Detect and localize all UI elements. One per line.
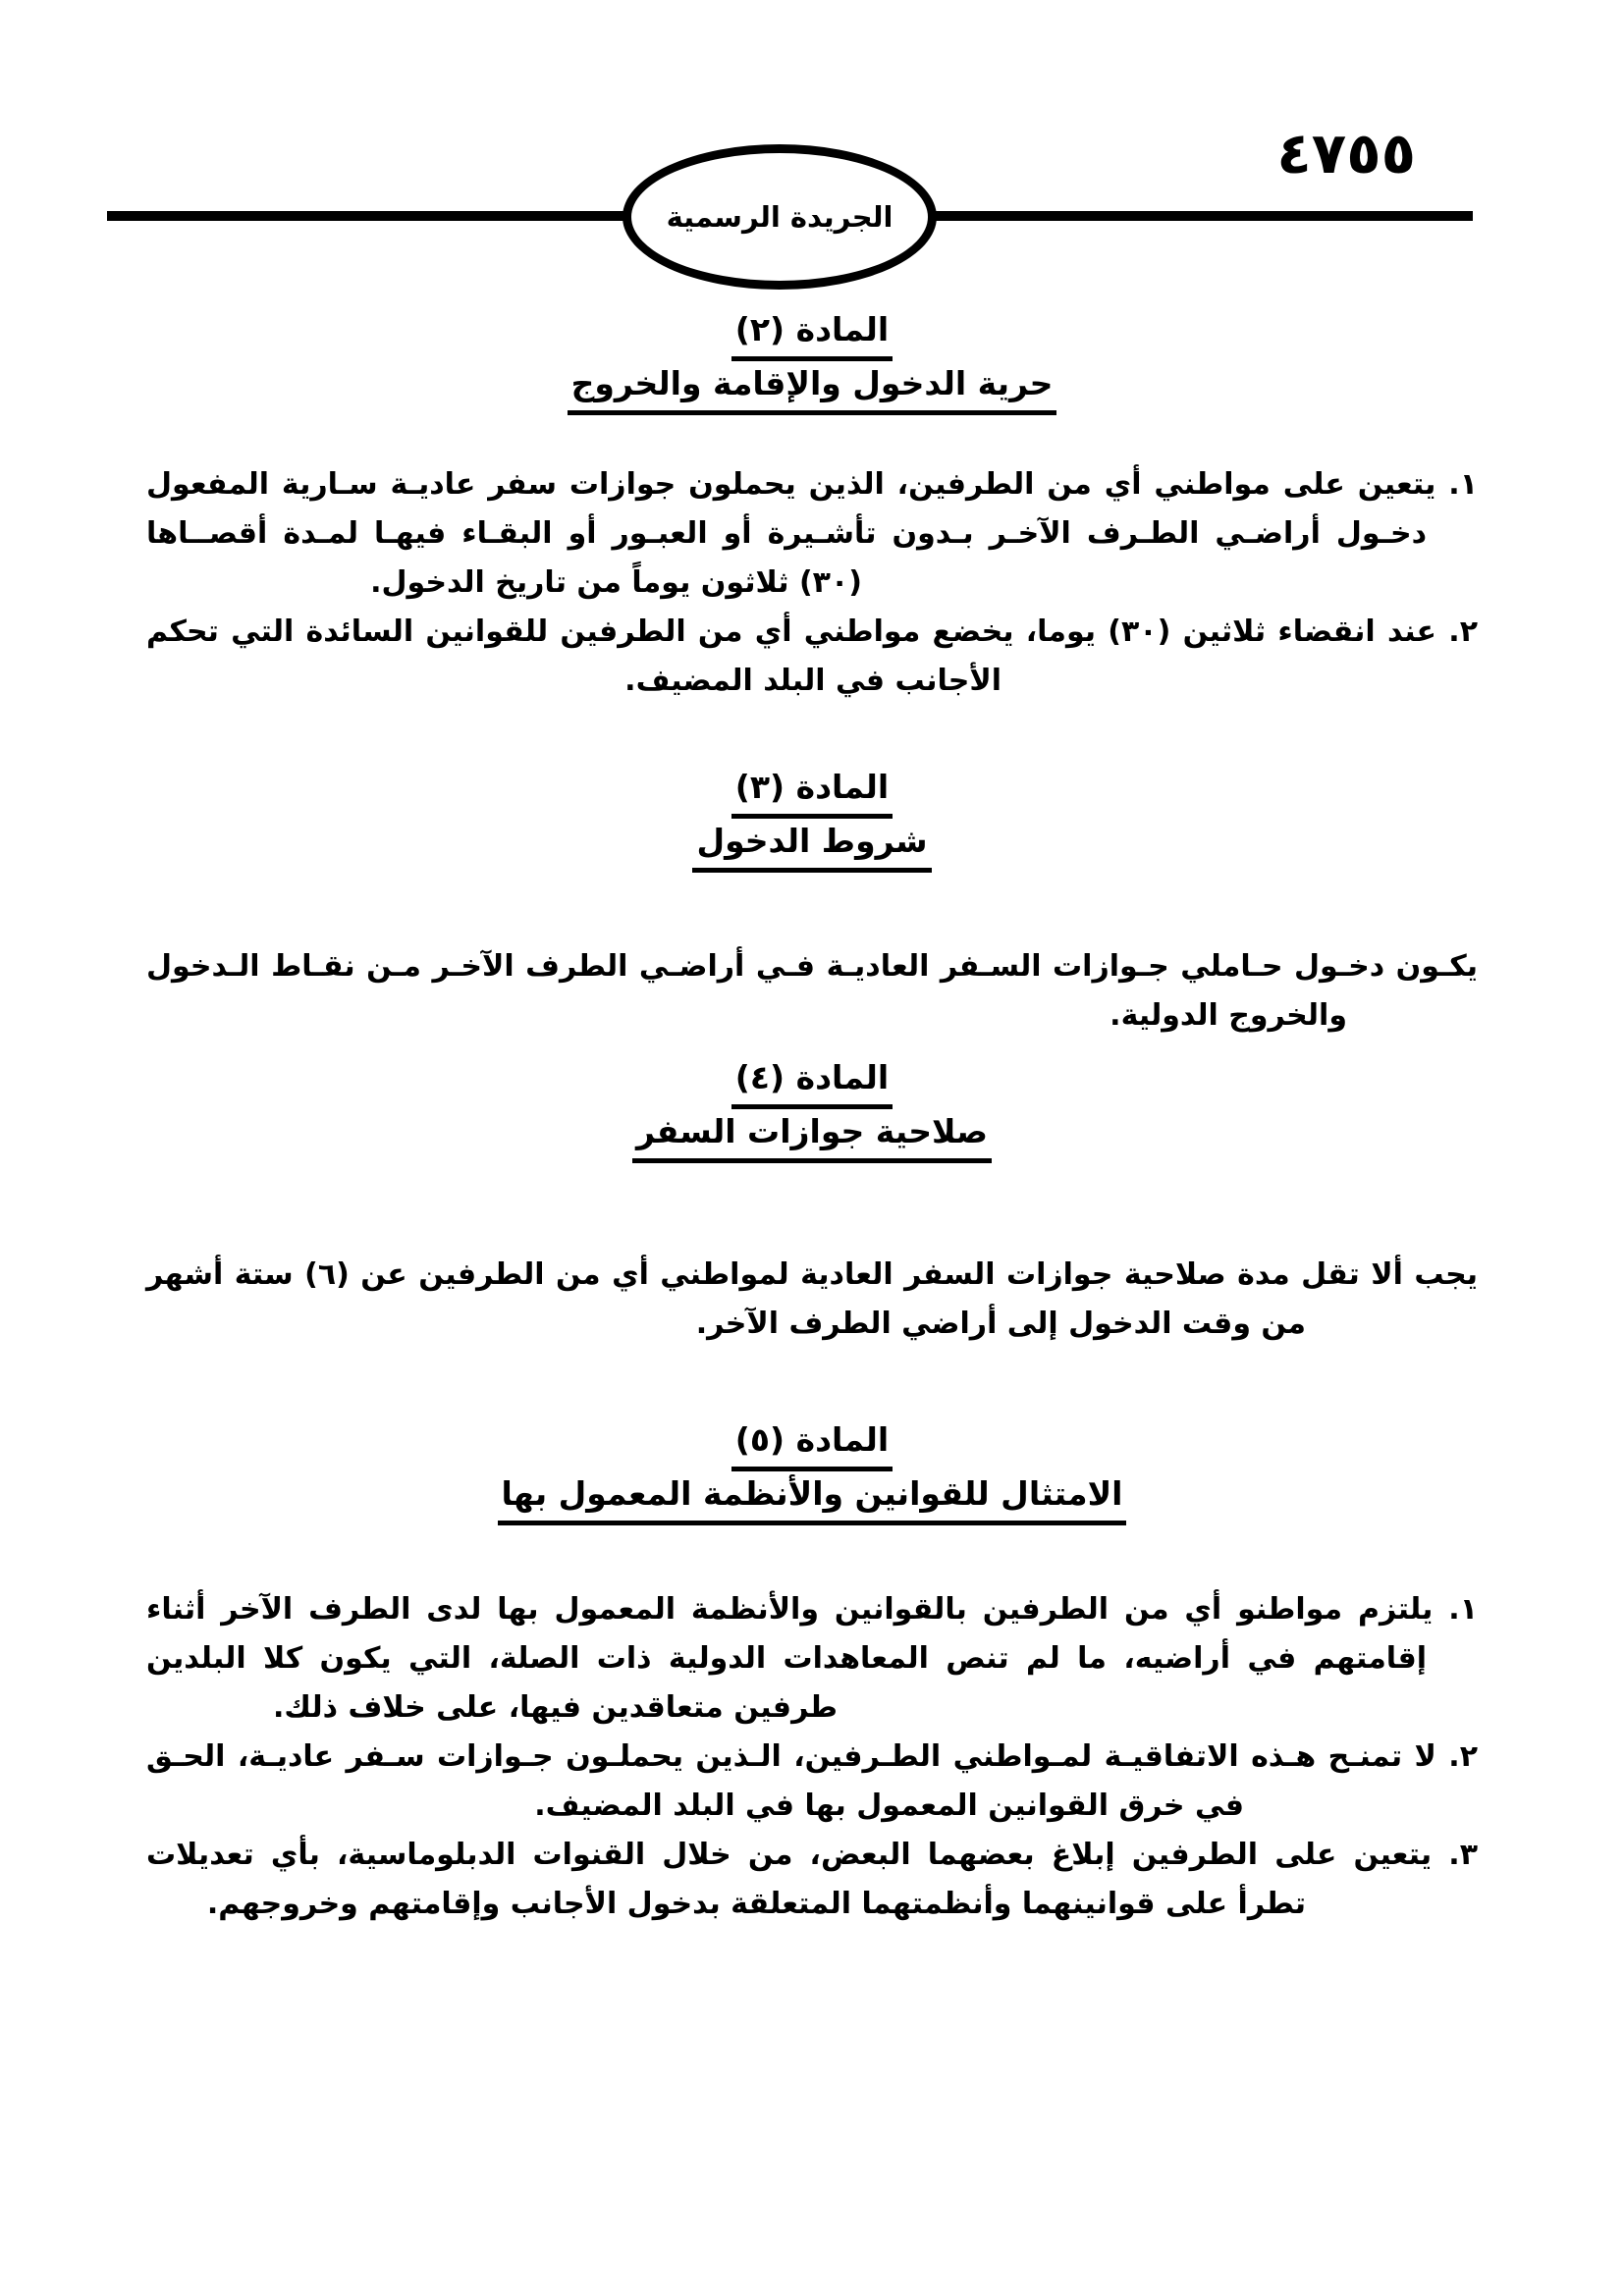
text-line: يتعين على مواطني أي من الطرفين، الذين يحملون جوازات سفر عاديـة سـارية المفعول	[146, 467, 1436, 502]
article-5-title-text: المادة (٥)	[731, 1417, 893, 1471]
article-4-title	[146, 1055, 1478, 1109]
article-5-title	[146, 1417, 1478, 1471]
list-item-line	[146, 1733, 1478, 1782]
text-line: إقامتهم في أراضيه، ما لم تنص المعاهدات الدولية ذات الصلة، التي يكون كلا البلدين	[146, 1641, 1427, 1676]
list-item-number: ٣.	[1448, 1838, 1478, 1872]
text-line: يجب ألا تقل مدة صلاحية جوازات السفر العادية لمواطني أي من الطرفين عن (٦) ستة أشهر	[146, 1257, 1478, 1292]
text-line: يتعين على الطرفين إبلاغ بعضهما البعض، من خلال القنوات الدبلوماسية، بأي تعديلات	[146, 1838, 1433, 1872]
article-4-subtitle	[146, 1109, 1478, 1163]
text-line: لا تمنـح هـذه الاتفاقيـة لمـواطني الطـرفين، الـذين يحملـون جـوازات سـفر عاديـة، الحـق	[146, 1739, 1436, 1774]
text-line: يلتزم مواطنو أي من الطرفين بالقوانين والأنظمة المعمول بها لدى الطرف الآخر أثناء	[146, 1592, 1434, 1627]
article-5-subtitle	[146, 1471, 1478, 1525]
list-item-line	[146, 1831, 1478, 1880]
page-number: ٤٧٥٥	[1276, 120, 1416, 187]
article-5-subtitle-text: الامتثال للقوانين والأنظمة المعمول بها	[498, 1471, 1127, 1525]
article-5-section	[146, 1417, 1478, 1929]
article-2-subtitle	[146, 361, 1478, 415]
list-item-number: ١.	[1448, 467, 1478, 502]
article-2-body	[146, 460, 1478, 706]
text-line: يكـون دخـول حـاملي جـوازات السـفر العاديـة فـي أراضـي الطرف الآخـر مـن نقـاط الـدخول	[146, 949, 1478, 984]
article-3-title	[146, 765, 1478, 819]
document-content	[146, 307, 1478, 1929]
gazette-badge-label: الجريدة الرسمية	[666, 200, 893, 234]
article-3-title-text: المادة (٣)	[731, 765, 893, 819]
text-line: تطرأ على قوانينهما وأنظمتهما المتعلقة بدخول الأجانب وإقامتهم وخروجهم.	[206, 1887, 1306, 1921]
article-3-subtitle-text: شروط الدخول	[692, 819, 931, 873]
article-3-body	[146, 942, 1478, 1041]
list-item-number: ٢.	[1448, 1739, 1478, 1774]
list-item-line	[146, 608, 1478, 657]
article-4-title-text: المادة (٤)	[731, 1055, 893, 1109]
text-line: من وقت الدخول إلى أراضي الطرف الآخر.	[695, 1307, 1306, 1341]
text-line: والخروج الدولية.	[1110, 998, 1347, 1033]
list-item-line	[146, 460, 1478, 509]
article-4-body	[146, 1251, 1478, 1349]
text-line: الأجانب في البلد المضيف.	[624, 664, 1001, 698]
article-3-section	[146, 765, 1478, 1041]
text-line: (٣٠) ثلاثون يوماً من تاريخ الدخول.	[370, 565, 862, 600]
article-2-subtitle-text: حرية الدخول والإقامة والخروج	[568, 361, 1057, 415]
list-item-line	[146, 1585, 1478, 1634]
article-4-section	[146, 1055, 1478, 1349]
text-line: دخـول أراضـي الطـرف الآخـر بـدون تأشـيرة أو العبـور أو البقـاء فيهـا لمـدة أقصــاها	[146, 516, 1427, 551]
text-line: طرفين متعاقدين فيها، على خلاف ذلك.	[273, 1690, 838, 1725]
text-line: في خرق القوانين المعمول بها في البلد المضيف.	[534, 1789, 1244, 1823]
list-item-number: ٢.	[1448, 614, 1478, 649]
article-5-body	[146, 1585, 1478, 1929]
list-item-number: ١.	[1448, 1592, 1478, 1627]
article-2-title-text: المادة (٢)	[731, 307, 893, 361]
article-4-subtitle-text: صلاحية جوازات السفر	[632, 1109, 992, 1163]
article-3-subtitle	[146, 819, 1478, 873]
gazette-badge	[623, 144, 937, 290]
article-2-title	[146, 307, 1478, 361]
text-line: عند انقضاء ثلاثين (٣٠) يوما، يخضع مواطني أي من الطرفين للقوانين السائدة التي تحكم	[146, 614, 1437, 649]
article-2-section	[146, 307, 1478, 706]
